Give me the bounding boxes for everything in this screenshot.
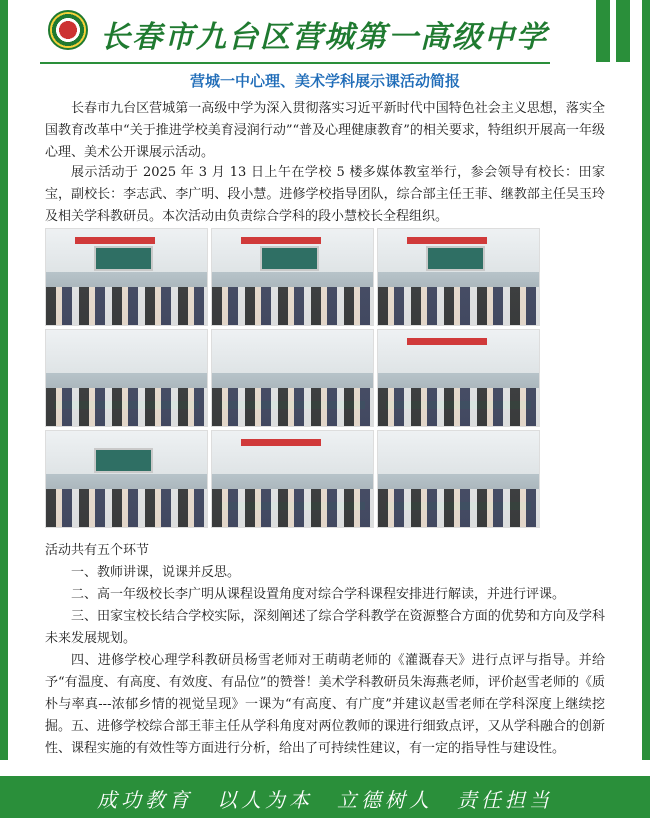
activity-item: 一、教师讲课，说课并反思。	[71, 565, 241, 580]
photo-gallery	[45, 228, 540, 528]
activities-heading: 活动共有五个环节	[45, 543, 150, 558]
activity-item: 三、田家宝校长结合学校实际，深刻阐述了综合学科教学在资源整合方面的优势和方向及学科未来发展规划。	[45, 609, 605, 646]
decor-bar	[616, 0, 630, 62]
meeting-photo	[377, 329, 540, 427]
activity-item: 五、进修学校综合部王菲主任从学科角度对两位教师的课进行细致点评，又从学科融合的创新性、课程实施的有效性等方面进行分析，给出了可持续性建议，有一定的指导性与建设性。	[45, 719, 605, 756]
school-logo-icon	[48, 10, 88, 50]
classroom-photo	[45, 228, 208, 326]
intro-paragraph: 长春市九台区营城第一高级中学为深入贯彻落实习近平新时代中国特色社会主义思想，落实全国教育改革中“关于推进学校美育浸润行动”“普及心理健康教育”的相关要求，特组织开展高一年级心理、美术公开课展示活动。	[45, 101, 605, 160]
activity-item: 四、进修学校心理学科教研员杨雪老师对王萌萌老师的《灌溉春天》进行点评与指导。并给予“有温度、有高度、有效度、有品位”的赞誉！美术学科教研员朱海燕老师，评价赵雪老师的《质朴与率真---浓郁乡情的视觉呈现》一课为“有高度、有广度”并建议赵雪老师在学科深度上继续挖掘。	[45, 653, 605, 734]
classroom-photo	[45, 329, 208, 427]
classroom-photo	[377, 430, 540, 528]
decor-bar	[596, 0, 610, 62]
page-title: 营城一中心理、美术学科展示课活动简报	[189, 72, 460, 90]
footer-slogan: 成功教育 以人为本 立德树人 责任担当	[97, 788, 553, 812]
header-divider	[40, 62, 550, 64]
classroom-photo	[211, 228, 374, 326]
right-border	[642, 0, 650, 760]
header-decor-bars	[596, 0, 630, 62]
school-name: 长春市九台区营城第一高级中学	[100, 20, 548, 55]
footer-band	[0, 776, 650, 818]
left-border	[0, 0, 8, 760]
meeting-photo	[211, 430, 374, 528]
event-paragraph: 展示活动于 2025 年 3 月 13 日上午在学校 5 楼多媒体教室举行，参会领导有校长：田家宝，副校长：李志武、李广明、段小慧。进修学校指导团队，综合部主任王菲、继教部主任吴玉玲及相关学科教研员。本次活动由负责综合学科的段小慧校长全程组织。	[45, 165, 605, 224]
classroom-photo	[45, 430, 208, 528]
activity-item: 二、高一年级校长李广明从课程设置角度对综合学科课程安排进行解读，并进行评课。	[71, 587, 566, 602]
classroom-photo	[211, 329, 374, 427]
page-header	[8, 0, 642, 62]
classroom-photo	[377, 228, 540, 326]
